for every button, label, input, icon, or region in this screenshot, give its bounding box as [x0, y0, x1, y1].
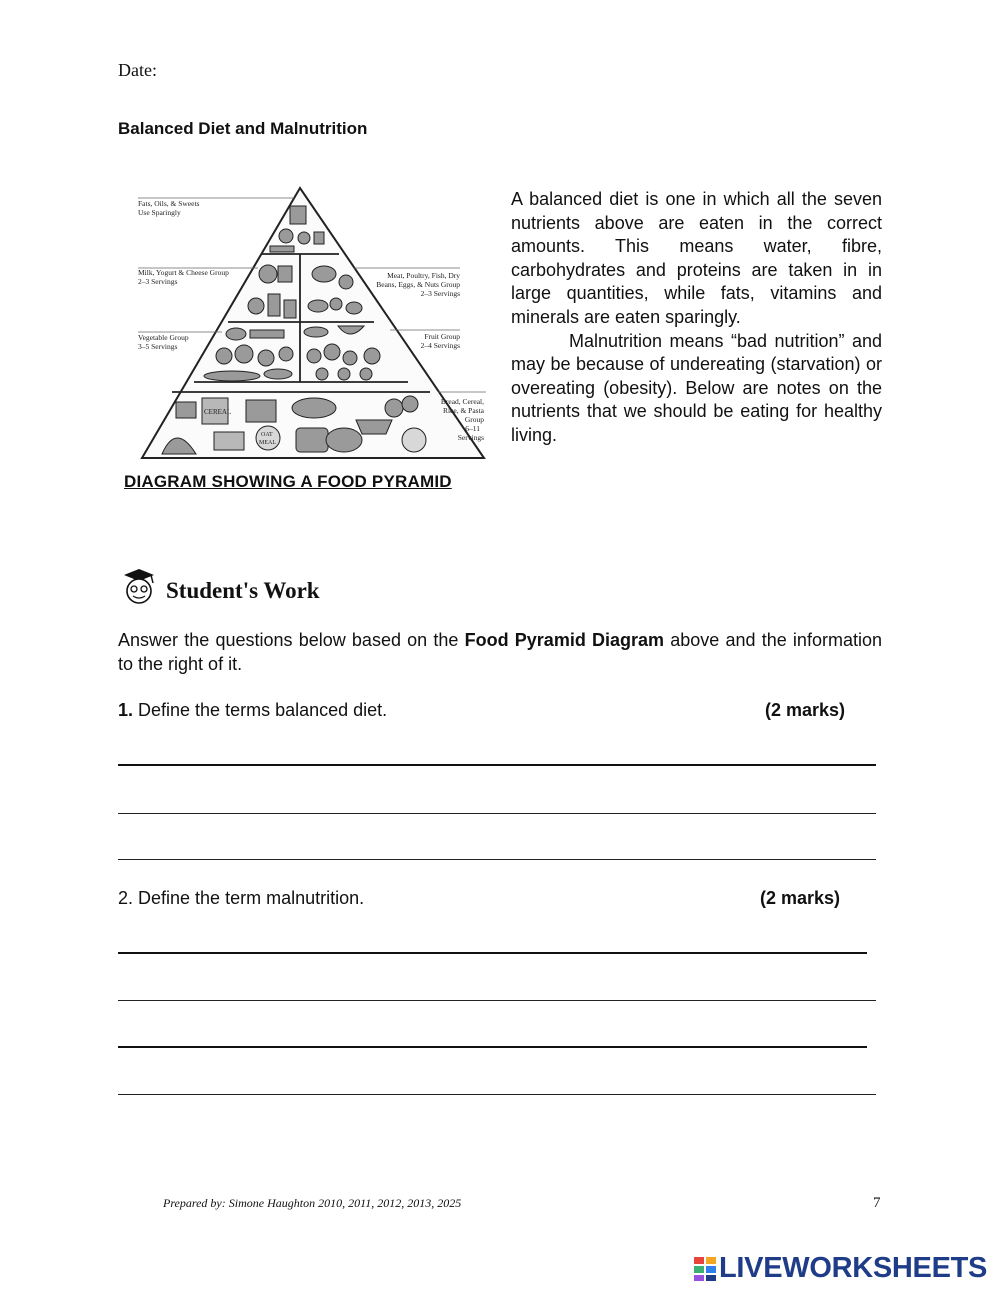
paragraph-balanced-diet: A balanced diet is one in which all the seven nutrients above are eaten in the correct amounts. This means water, fibre, carbohydrates and proteins are taken in in large quantities, while fats, vitamins and minerals are eaten sparingly. [511, 189, 882, 327]
label-vegetable: Vegetable Group [138, 333, 189, 342]
answer-line-2-3[interactable] [118, 1046, 867, 1048]
instructions-bold: Food Pyramid Diagram [464, 630, 665, 650]
instructions [118, 629, 882, 676]
liveworksheets-logo[interactable] [693, 1252, 987, 1285]
label-bread: Bread, Cereal, [440, 397, 484, 406]
question-1-marks: (2 marks) [765, 700, 846, 720]
paragraph-malnutrition: Malnutrition means “bad nutrition” and may be because of undereating (starvation) or overeating (obesity). Below are notes on the nutrients that we should be eating for healthy living. [511, 330, 882, 445]
label-milk: Milk, Yogurt & Cheese Group [138, 268, 229, 277]
liveworksheets-logo-icon [693, 1256, 717, 1282]
answer-line-2-4[interactable] [118, 1094, 876, 1095]
question-2-number: 2. [118, 888, 134, 908]
question-2-text: Define the term malnutrition. [133, 888, 365, 908]
label-bread-3: Group [464, 415, 484, 424]
oat-box-label: OAT [261, 432, 273, 438]
label-meat: Meat, Poultry, Fish, Dry [387, 271, 460, 280]
label-vegetable-serving: 3–5 Servings [138, 342, 178, 351]
food-pyramid-diagram [118, 182, 490, 500]
label-bread-2: Rice, & Pasta [442, 406, 484, 415]
answer-line-1-2[interactable] [118, 813, 876, 814]
answer-line-2-1[interactable] [118, 952, 867, 954]
label-fats-serving: Use Sparingly [138, 208, 181, 217]
students-work-heading: Student's Work [166, 578, 320, 603]
label-meat-serving: 2–3 Servings [420, 289, 460, 298]
label-fruit-serving: 2–4 Servings [420, 341, 460, 350]
question-2-marks: (2 marks) [760, 888, 841, 908]
instructions-text-end: above and the information to the right of it. [118, 630, 882, 674]
footer-credit: Prepared by: Simone Haughton 2010, 2011, 2012, 2013, 2025 [163, 1196, 462, 1210]
label-bread-4: 6–11 [465, 424, 480, 433]
label-meat-2: Beans, Eggs, & Nuts Group [376, 280, 460, 289]
answer-line-2-2[interactable] [118, 1000, 876, 1001]
question-2 [118, 888, 364, 909]
label-fats: Fats, Oils, & Sweets [138, 199, 200, 208]
answer-line-1-1[interactable] [118, 764, 876, 766]
question-1-text: Define the terms balanced diet. [133, 700, 388, 720]
pyramid-caption: DIAGRAM SHOWING A FOOD PYRAMID [124, 472, 452, 491]
page-number: 7 [873, 1195, 881, 1211]
answer-line-1-3[interactable] [118, 859, 876, 860]
label-fruit: Fruit Group [424, 332, 460, 341]
label-milk-serving: 2–3 Servings [138, 277, 178, 286]
liveworksheets-wordmark: LIVEWORKSHEETS [719, 1252, 988, 1284]
date-label: Date: [118, 60, 157, 80]
student-graduate-icon [120, 566, 158, 606]
instructions-text: Answer the questions below based on the [118, 630, 465, 650]
question-1-number: 1. [118, 700, 134, 720]
label-bread-serving: Servings [457, 433, 484, 442]
oat-box-label-2: MEAL [259, 440, 276, 446]
explanation-text [511, 188, 882, 448]
question-1 [118, 700, 387, 721]
cereal-box-label: CEREAL [204, 408, 232, 416]
page-title: Balanced Diet and Malnutrition [118, 119, 368, 138]
